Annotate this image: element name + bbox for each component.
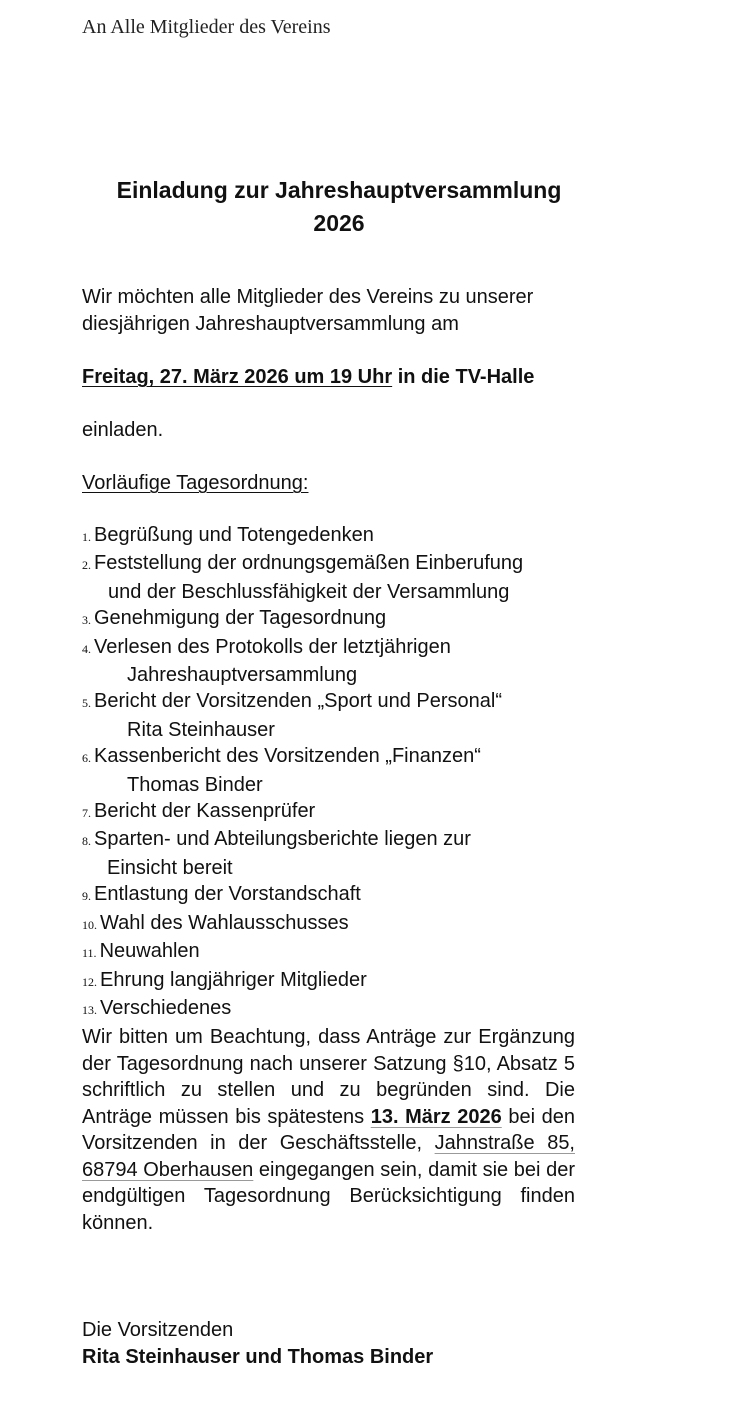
agenda-item xyxy=(82,967,523,995)
signature-names: Rita Steinhauser und Thomas Binder xyxy=(82,1346,434,1368)
agenda-item-number: 11. xyxy=(82,946,97,961)
agenda-item xyxy=(82,910,523,938)
agenda-item-text: Feststellung der ordnungsgemäßen Einberufung xyxy=(94,552,524,575)
agenda-item-continuation: Rita Steinhauser xyxy=(127,718,275,741)
intro-line-2: diesjährigen Jahreshauptversammlung am xyxy=(82,313,459,335)
agenda-item xyxy=(82,743,523,798)
agenda-item-number: 7. xyxy=(82,806,91,821)
agenda-item-text: Sparten- und Abteilungsberichte liegen zur xyxy=(94,828,471,851)
agenda-item-number: 1. xyxy=(82,530,91,544)
agenda-item xyxy=(82,881,523,909)
notice-text: Wir bitten um Beachtung, dass Anträge zur Ergänzung der Tagesordnung nach unserer Satzung §10, Absatz 5 schriftlich zu stellen und zu begründen sind. Die Anträge müssen bis spätestens xyxy=(82,1026,575,1128)
invite-end: einladen. xyxy=(82,419,164,441)
agenda-item-text: Entlastung der Vorstandschaft xyxy=(94,883,361,906)
agenda-item-text: Bericht der Vorsitzenden „Sport und Personal“ xyxy=(94,690,502,713)
agenda-item-number: 3. xyxy=(82,613,91,628)
agenda-item-text: Ehrung langjähriger Mitglieder xyxy=(100,968,367,991)
agenda-item-continuation: Thomas Binder xyxy=(127,773,263,796)
agenda-item-number: 12. xyxy=(82,974,97,989)
agenda-item xyxy=(82,798,523,826)
agenda-item xyxy=(82,550,523,605)
submission-deadline: 13. März 2026 xyxy=(370,1105,502,1128)
agenda-heading: Vorläufige Tagesordnung: xyxy=(82,472,309,494)
addressee-line: An Alle Mitglieder des Vereins xyxy=(82,16,331,38)
motion-notice xyxy=(82,1024,575,1236)
agenda-item-number: 9. xyxy=(82,889,91,904)
agenda-item xyxy=(82,605,523,633)
agenda-item-text: Neuwahlen xyxy=(99,940,200,963)
agenda-item-text: Begrüßung und Totengedenken xyxy=(94,524,374,546)
agenda-item xyxy=(82,522,523,550)
agenda-item-number: 6. xyxy=(82,751,91,766)
agenda-item-continuation: und der Beschlussfähigkeit der Versammlung xyxy=(108,580,510,603)
agenda-item-number: 13. xyxy=(82,1002,97,1017)
agenda-item-number: 4. xyxy=(82,641,91,656)
agenda-item xyxy=(82,938,523,966)
agenda-item-text: Bericht der Kassenprüfer xyxy=(94,800,316,823)
office-address: Jahnstraße 85, 68794 Oberhausen xyxy=(82,1132,575,1181)
agenda-item-number: 10. xyxy=(82,917,97,932)
document-title xyxy=(40,174,638,240)
signature-role: Die Vorsitzenden xyxy=(82,1319,234,1341)
agenda-item-continuation: Jahreshauptversammlung xyxy=(127,664,358,687)
agenda-item-number: 8. xyxy=(82,834,91,849)
agenda-item-text: Kassenbericht des Vorsitzenden „Finanzen“ xyxy=(94,745,481,768)
agenda-item-text: Wahl des Wahlausschusses xyxy=(100,911,349,934)
agenda-item-number: 5. xyxy=(82,696,91,711)
agenda-item-text: Verschiedenes xyxy=(100,996,232,1019)
agenda-list xyxy=(82,522,523,1023)
agenda-item-number: 2. xyxy=(82,558,91,573)
title-line-2: 2026 xyxy=(313,210,365,236)
title-line-1: Einladung zur Jahreshauptversammlung xyxy=(116,177,562,203)
agenda-item xyxy=(82,688,523,743)
agenda-item xyxy=(82,995,523,1023)
agenda-item-text: Genehmigung der Tagesordnung xyxy=(94,607,387,630)
notice-text: bei den Vorsitzenden in der Geschäftsstelle, xyxy=(82,1105,575,1154)
agenda-item xyxy=(82,634,523,689)
notice-text: eingegangen sein, damit sie bei der endgültigen Tagesordnung Berücksichtigung finden können. xyxy=(82,1158,576,1234)
agenda-item xyxy=(82,826,523,881)
agenda-item-text: Verlesen des Protokolls der letztjährigen xyxy=(94,635,451,658)
meeting-date-time: Freitag, 27. März 2026 um 19 Uhr xyxy=(82,366,393,388)
intro-line-1: Wir möchten alle Mitglieder des Vereins zu unserer xyxy=(82,286,534,308)
meeting-line xyxy=(82,364,534,391)
meeting-location: in die TV-Halle xyxy=(392,366,535,388)
agenda-item-continuation: Einsicht bereit xyxy=(107,856,233,879)
